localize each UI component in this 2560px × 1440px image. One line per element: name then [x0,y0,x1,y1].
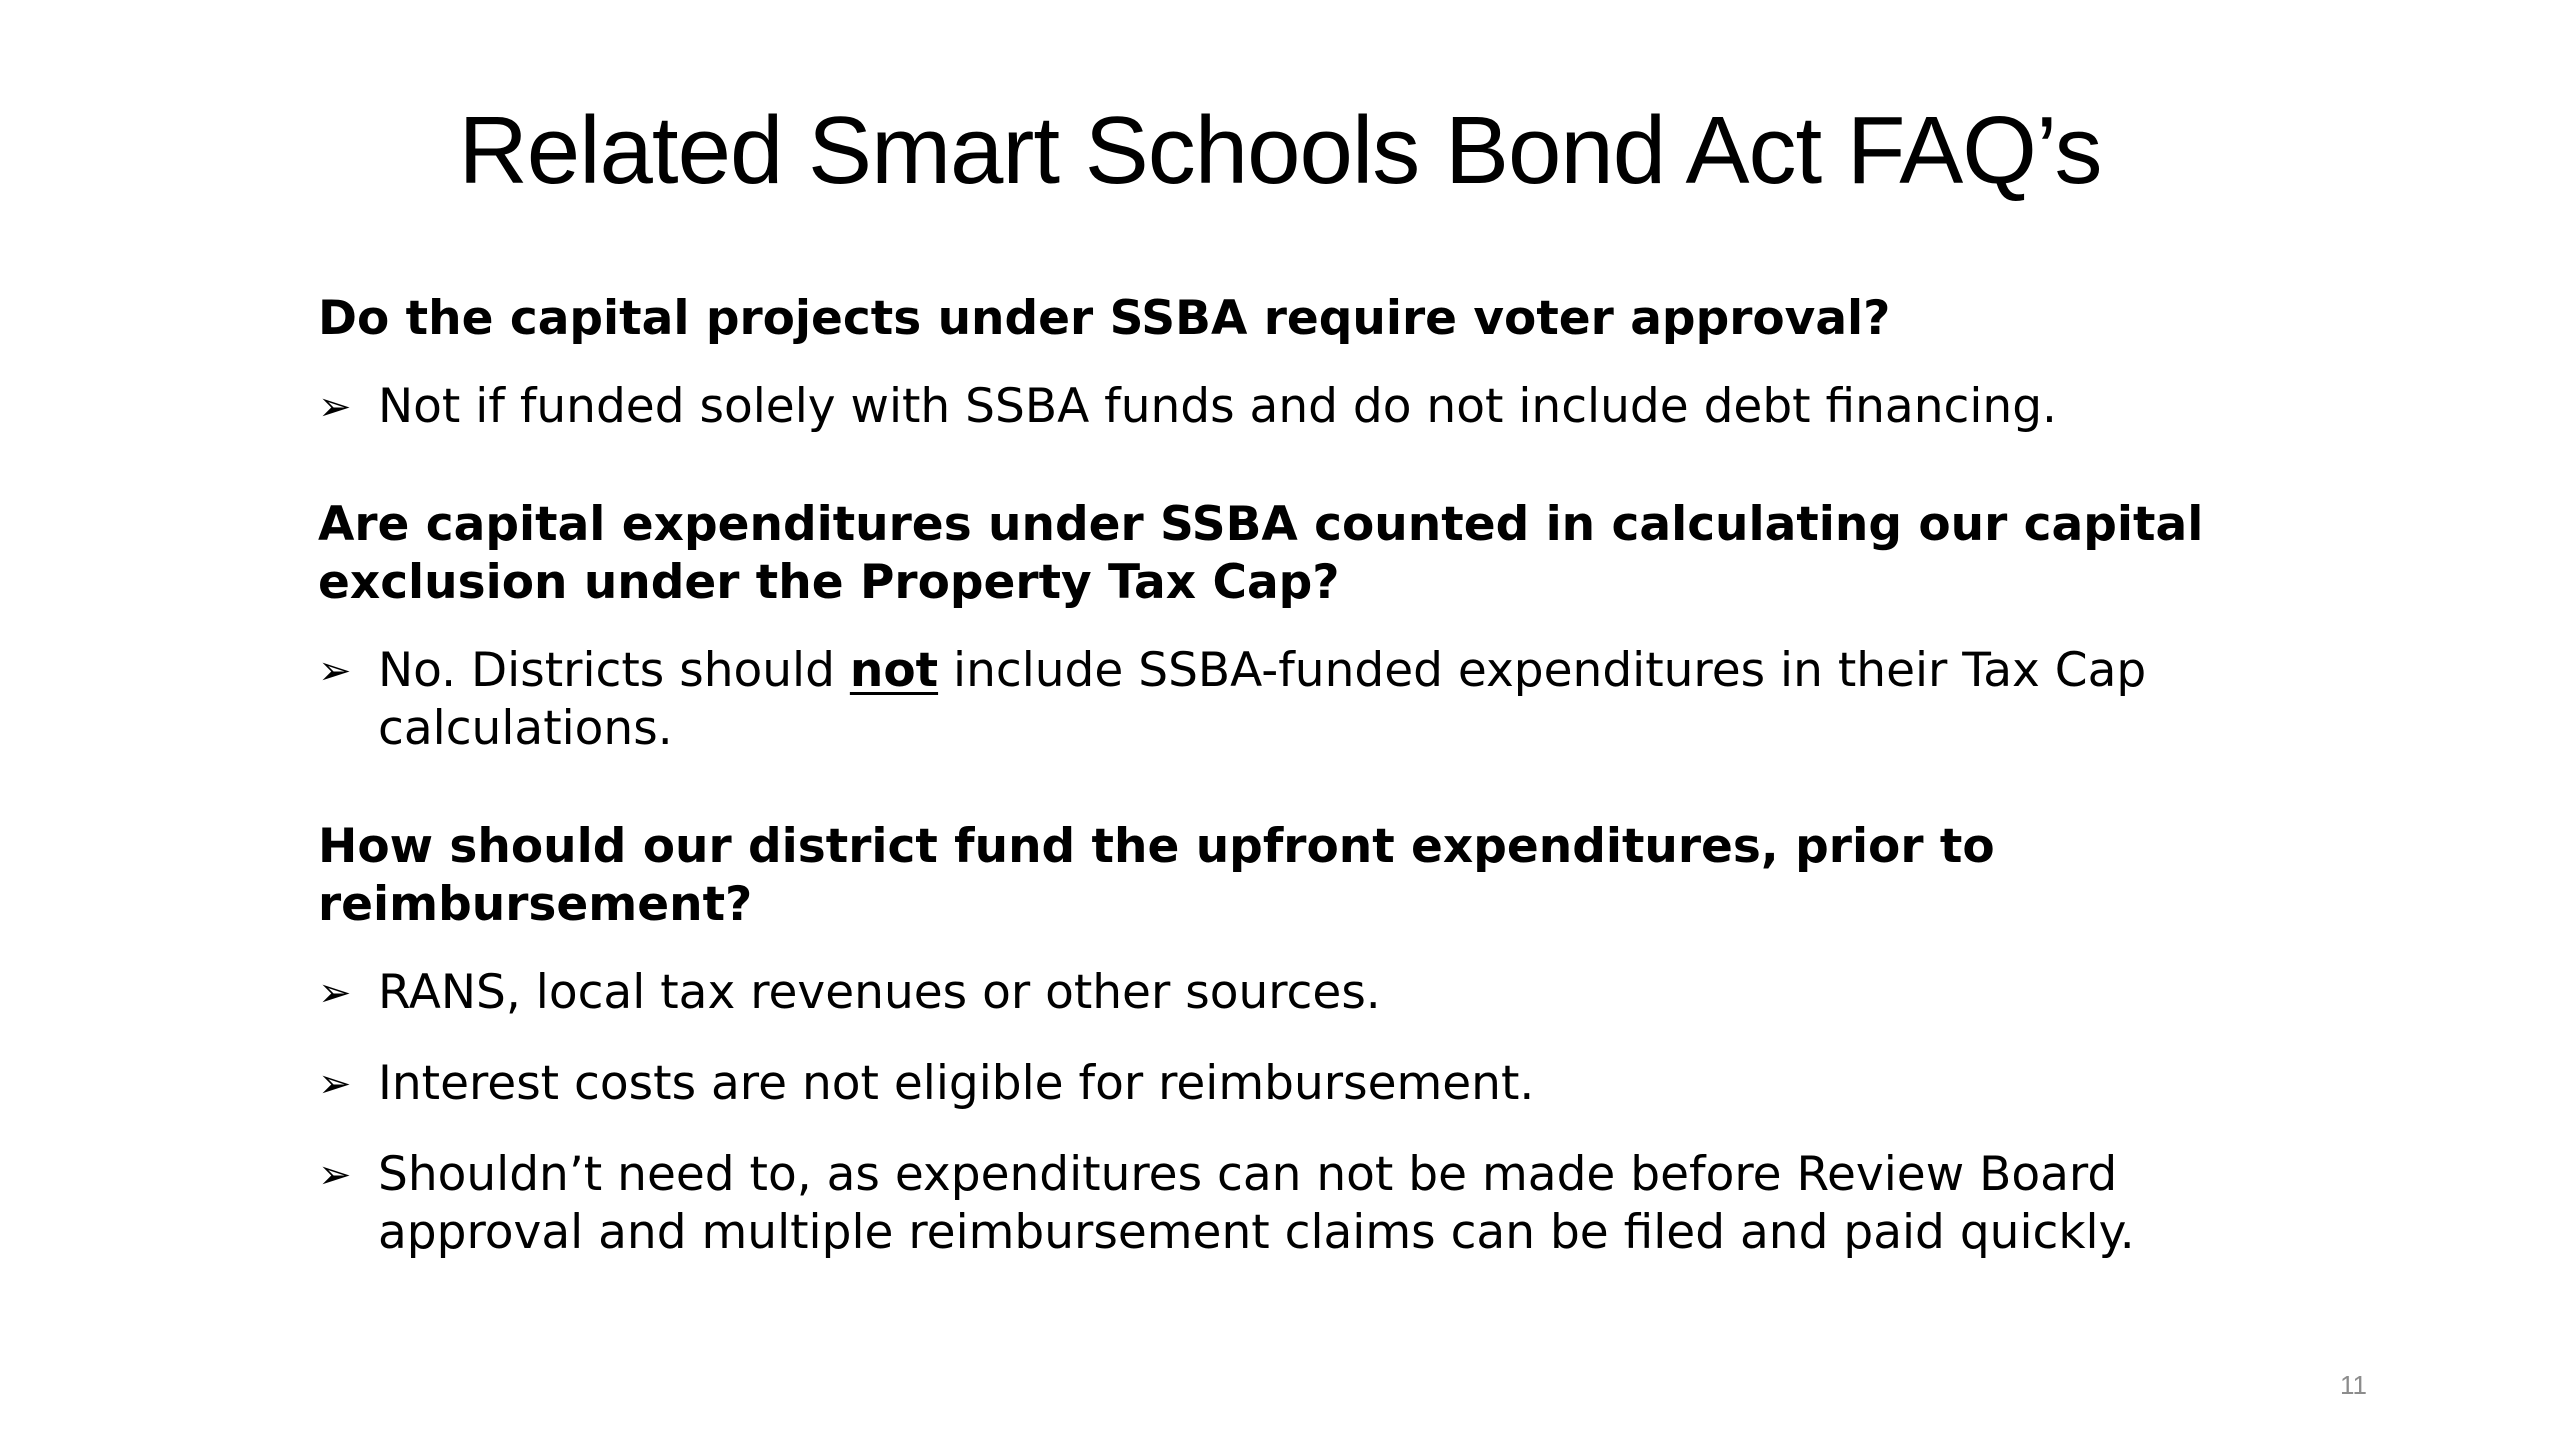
faq-question-1: Do the capital projects under SSBA require voter approval? [318,291,1891,346]
faq-answer-2 [318,642,2268,758]
answer-emphasis: not [849,643,939,698]
arrow-bullet-icon: ➢ [318,970,352,1016]
arrow-bullet-icon: ➢ [318,1152,352,1198]
faq-answer-3a [318,964,2268,1022]
arrow-bullet-icon: ➢ [318,1061,352,1107]
slide-title: Related Smart Schools Bond Act FAQ’s [458,97,2102,204]
answer-text: Interest costs are not eligible for reimbursement. [378,1056,1535,1111]
page-number: 11 [2340,1370,2367,1400]
faq-question-2: Are capital expenditures under SSBA counted in calculating our capital exclusion under the Property Tax Cap? [318,497,2204,610]
faq-answer-3c [318,1146,2268,1262]
faq-answer-1 [318,378,2268,436]
arrow-bullet-icon: ➢ [318,384,352,430]
answer-text-before: No. Districts should [378,643,850,698]
answer-text: RANS, local tax revenues or other sources. [378,965,1381,1020]
answer-text: Shouldn’t need to, as expenditures can not be made before Review Board approval and multiple reimbursement claims can be filed and paid quickly. [378,1147,2135,1260]
answer-text-after: include SSBA-funded expenditures in their Tax Cap calculations. [378,643,2147,756]
faq-answer-3b [318,1055,2268,1113]
arrow-bullet-icon: ➢ [318,648,352,694]
faq-question-3: How should our district fund the upfront expenditures, prior to reimbursement? [318,819,1995,932]
faq-list [318,290,2268,1295]
answer-text: Not if funded solely with SSBA funds and do not include debt financing. [378,379,2057,434]
